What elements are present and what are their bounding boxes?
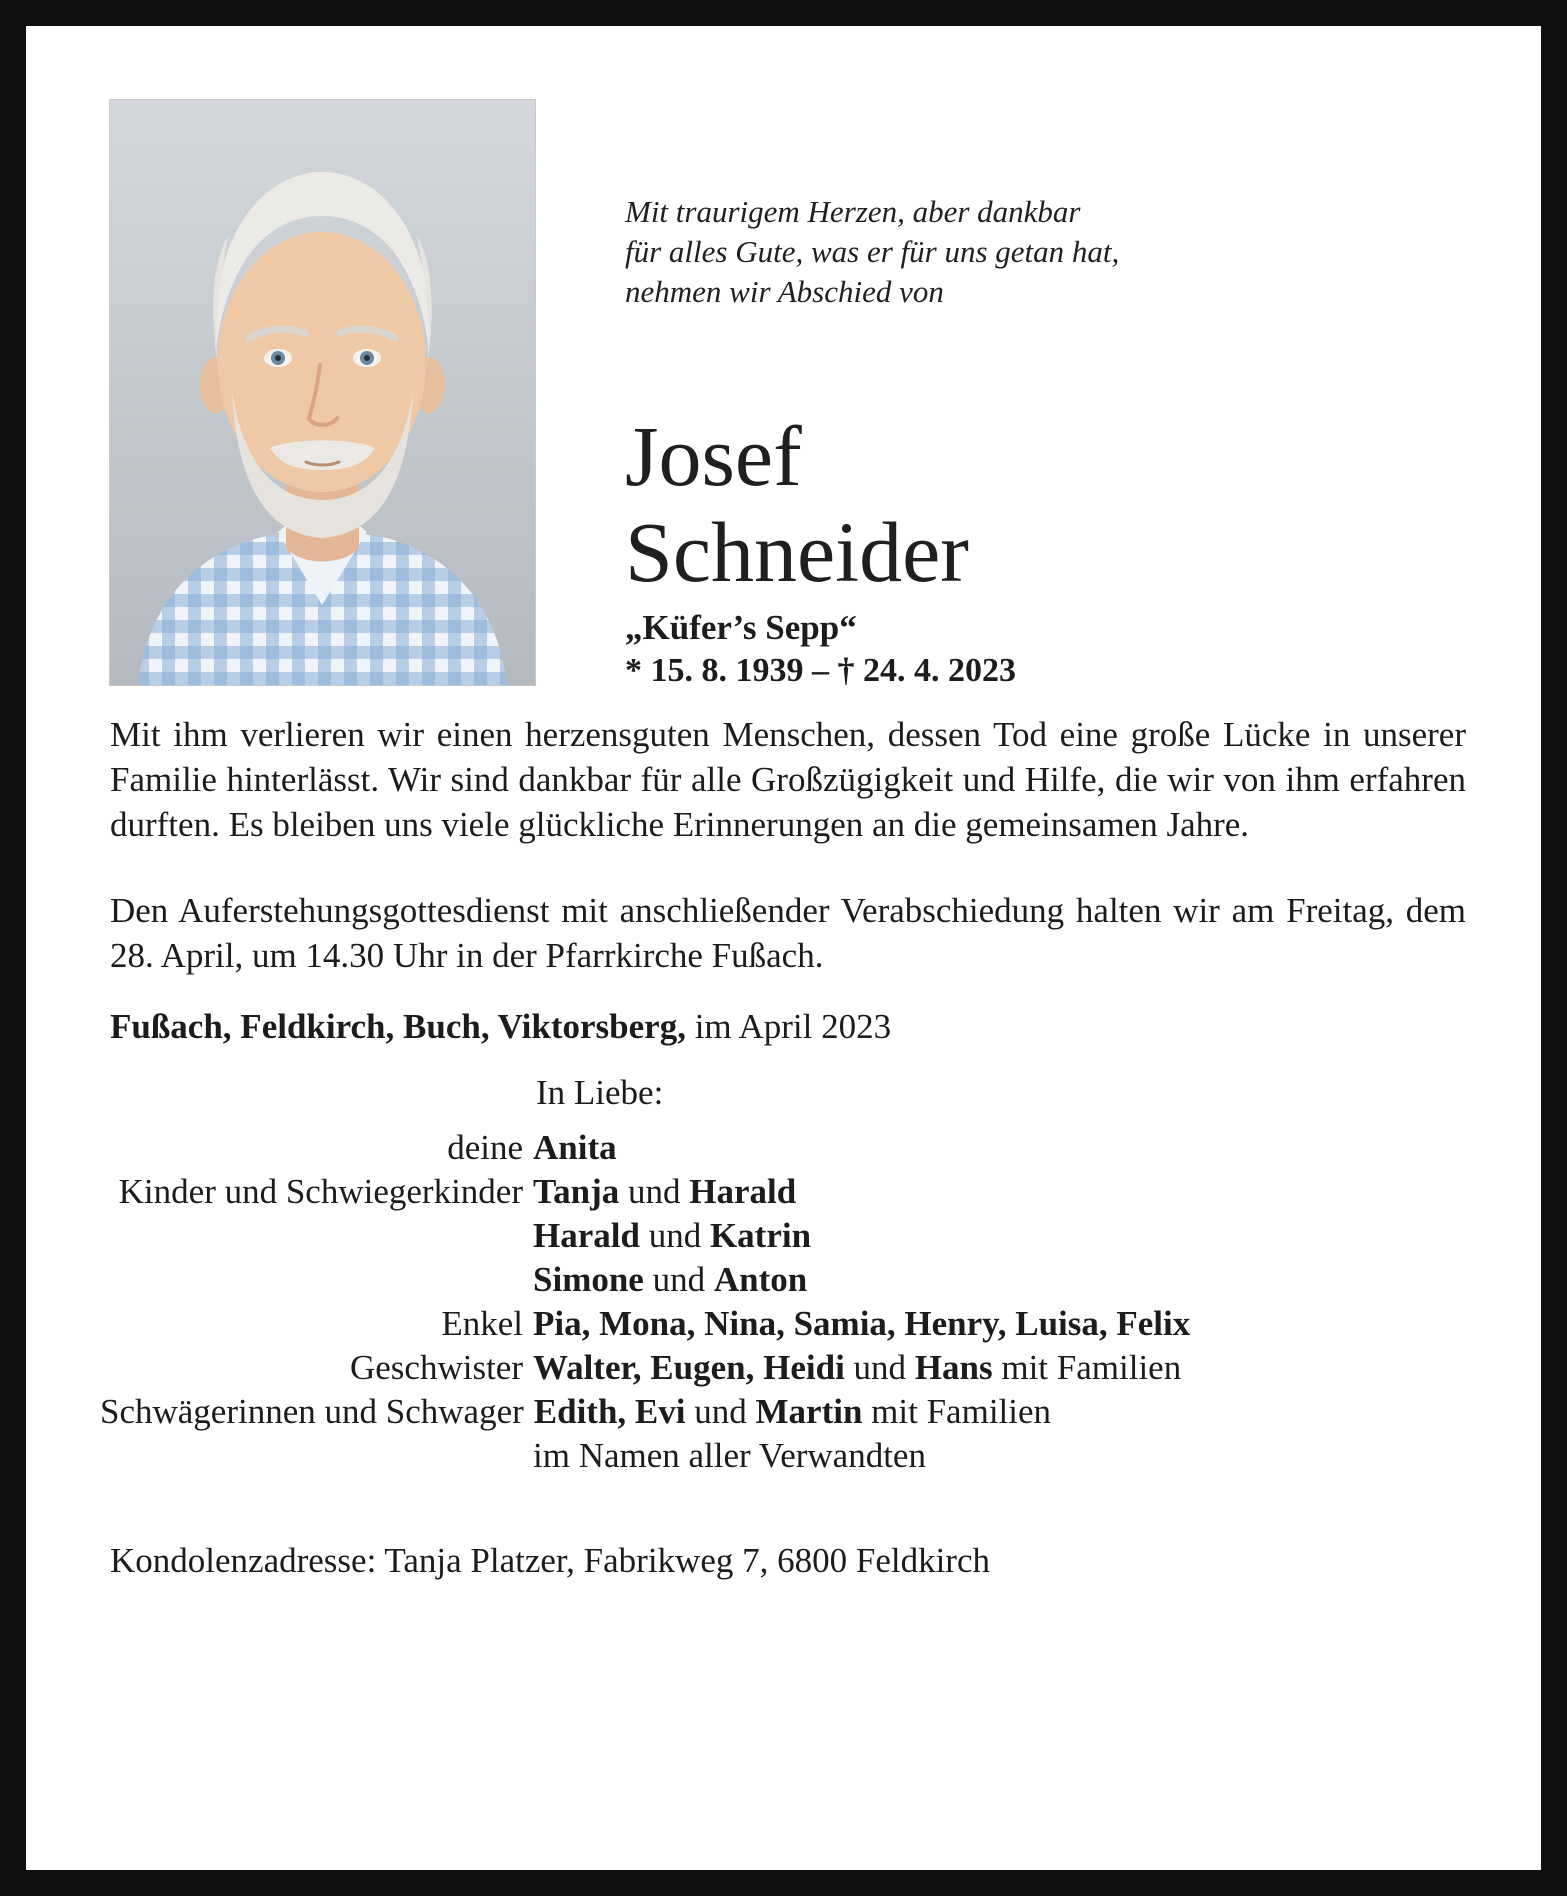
family-row-names: Pia, Mona, Nina, Samia, Henry, Luisa, Felix <box>533 1304 1191 1343</box>
family-row <box>100 1302 1500 1346</box>
family-row-label <box>100 1258 523 1302</box>
family-row <box>100 1346 1500 1390</box>
family-row-label: Enkel <box>441 1304 523 1343</box>
portrait-illustration <box>110 100 535 685</box>
family-row-label: deine <box>447 1128 523 1167</box>
family-row <box>100 1390 1500 1434</box>
header-block <box>625 192 1505 692</box>
family-row-label <box>100 1434 523 1478</box>
family-list <box>100 1126 1500 1478</box>
family-row <box>100 1434 1500 1478</box>
intro-line: nehmen wir Abschied von <box>625 274 944 309</box>
deceased-last-name: Schneider <box>625 504 969 600</box>
intro-text <box>625 192 1505 312</box>
family-row-names: Walter, Eugen, Heidi und Hans mit Familien <box>533 1348 1182 1387</box>
condolence-address: Kondolenzadresse: Tanja Platzer, Fabrikweg 7, 6800 Feldkirch <box>110 1541 990 1580</box>
obituary-paragraph: Mit ihm verlieren wir einen herzensguten Menschen, dessen Tod eine große Lücke in unserer Familie hinterlässt. Wir sind dankbar für alle Großzügigkeit und Hilfe, die wir von ihm erfahren durften. Es bleiben uns viele glückliche Erinnerungen an die gemeinsamen Jahre. <box>110 715 1466 844</box>
family-row-names: Harald und Katrin <box>533 1216 812 1255</box>
family-row <box>100 1214 1500 1258</box>
intro-line: für alles Gute, was er für uns getan hat, <box>625 234 1120 269</box>
location-places: Fußach, Feldkirch, Buch, Viktorsberg, <box>110 1007 686 1046</box>
family-row-label: Kinder und Schwiegerkinder <box>118 1172 523 1211</box>
family-row-names: im Namen aller Verwandten <box>533 1436 926 1475</box>
deceased-nickname: „Küfer’s Sepp“ <box>625 608 857 647</box>
deceased-first-name: Josef <box>625 408 802 504</box>
family-row-label <box>100 1214 523 1258</box>
family-row <box>100 1258 1500 1302</box>
family-row-names: Anita <box>533 1128 617 1167</box>
closing-line: In Liebe: <box>536 1073 664 1112</box>
family-row-label: Schwägerinnen und Schwager <box>100 1392 524 1431</box>
intro-line: Mit traurigem Herzen, aber dankbar <box>625 194 1081 229</box>
service-paragraph: Den Auferstehungsgottesdienst mit anschließender Verabschiedung halten wir am Freitag, dem 28. April, um 14.30 Uhr in der Pfarrkirche Fußach. <box>110 891 1466 975</box>
family-row <box>100 1170 1500 1214</box>
location-date: im April 2023 <box>685 1007 892 1046</box>
deceased-name <box>625 408 1505 600</box>
portrait-photo <box>110 100 535 685</box>
family-row-names: Simone und Anton <box>533 1260 808 1299</box>
family-row-names: Tanja und Harald <box>533 1172 797 1211</box>
birth-death-dates: * 15. 8. 1939 – † 24. 4. 2023 <box>625 652 1016 689</box>
family-row-names: Edith, Evi und Martin mit Familien <box>533 1392 1052 1431</box>
family-row <box>100 1126 1500 1170</box>
location-line <box>110 1004 1466 1049</box>
family-row-label: Geschwister <box>349 1348 523 1387</box>
